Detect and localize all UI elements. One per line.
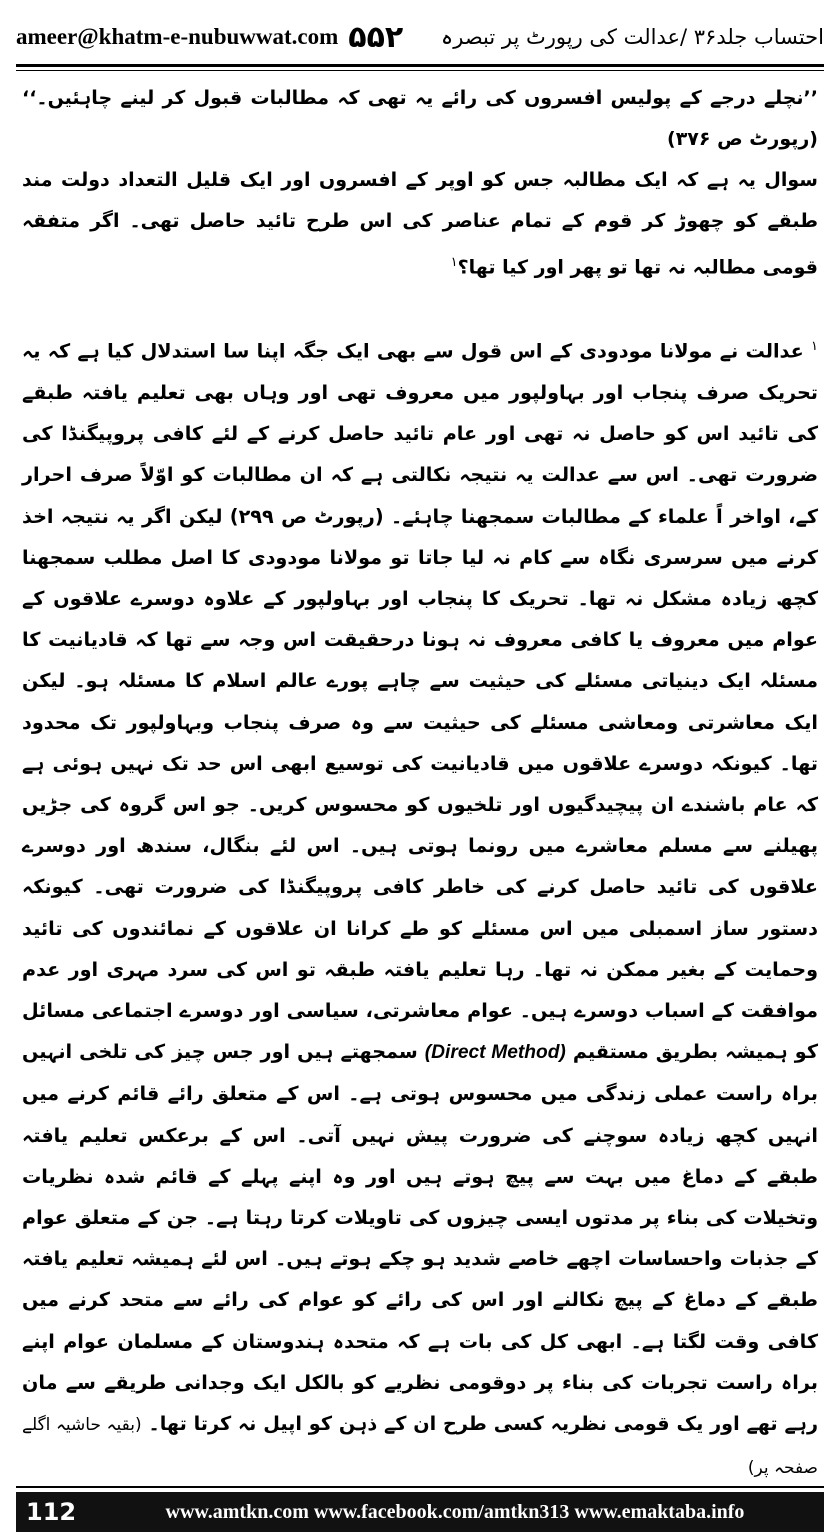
header-email[interactable]: ameer@khatm-e-nubuwwat.com [16,24,339,49]
page-header [16,14,824,60]
quote-footnote-mark: ۱ [450,255,458,270]
continuation-note: (بقیہ حاشیہ اگلے صفحہ پر) [22,1415,818,1479]
footnote-text-b: سمجھتے ہیں اور جس چیز کی تلخی انہیں براہ راست عملی زندگی میں محسوس ہوتی ہے۔ اس کے متعلق رائے قائم کرنے میں انہیں کچھ زیادہ سوچنے کی ضرورت پیش نہیں آتی۔ اس کے برعکس تعلیم یافتہ طبقے کے دماغ میں بہت سے پیچ ہوتے ہیں اور وہ اپنے پہلے کے قائم شدہ نظریات وتخیلات کی بناء پر مدتوں ایسی چیزوں کی تاویلات کرتا رہتا ہے۔ جن کے متعلق عوام کے جذبات واحساسات اچھے خاصے شدید ہو چکے ہوتے ہیں۔ اس لئے ہمیشہ تعلیم یافتہ طبقے کے دماغ کے پیچ نکالنے اور اس کی رائے کو عوام کی رائے سے متحد کرنے میں کافی وقت لگتا ہے۔ ابھی کل کی بات ہے کہ متحدہ ہندوستان کے مسلمان عوام اپنے براہ راست تجربات کی بناء پر دوقومی نظریے کو بالکل ایک وجدانی طریقے سے مان رہے تھے اور یک قومی نظریہ کسی طرح ان کے ذہن کو اپیل نہ کرتا تھا۔ [22,1040,818,1435]
footer-links[interactable]: www.amtkn.com www.facebook.com/amtkn313 www.emaktaba.info [165,1500,745,1523]
running-title: احتساب جلد۳۶ /عدالت کی رپورٹ پر تبصرہ [440,25,824,49]
footnote-paragraph [22,326,818,1489]
footnote-body [22,326,818,1489]
english-term: (Direct Method) [424,1042,566,1064]
header-left [16,20,403,55]
page-number: ۵۵۲ [348,19,404,55]
sheet-number: 112 [26,1498,77,1526]
quote-text: سوال یہ ہے کہ ایک مطالبہ جس کو اوپر کے افسروں اور ایک قلیل التعداد دولت مند طبقے کو چھوڑ کر قوم کے تمام عناصر کی اس طرح تائید حاصل تھی۔ اگر متفقہ قومی مطالبہ نہ تھا تو پھر اور کیا تھا؟ [22,169,818,279]
header-rule [16,64,824,67]
footnote-text-a: عدالت نے مولانا مودودی کے اس قول سے بھی ایک جگہ اپنا سا استدلال کیا ہے کہ یہ تحریک صرف پنجاب اور بہاولپور میں معروف تھی اور وہاں بھی تعلیم یافتہ طبقے کی تائید اس کو حاصل نہ تھی اور عام تائید حاصل کرنے کے لئے کافی پروپیگنڈا کی ضرورت تھی۔ اس سے عدالت یہ نتیجہ نکالتی ہے کہ ان مطالبات کو اوّلاً صرف احرار کے، اواخر اً علماء کے مطالبات سمجھنا چاہئے۔ (رپورٹ ص ۲۹۹) لیکن اگر یہ نتیجہ اخذ کرنے میں سرسری نگاہ سے کام نہ لیا جاتا تو مولانا مودودی کا اصل مطلب سمجھنا کچھ زیادہ مشکل نہ تھا۔ تحریک کا پنجاب اور بہاولپور کے علاوہ دوسرے علاقوں کے عوام میں معروف یا کافی معروف نہ ہونا درحقیقت اس وجہ سے تھا کہ قادیانیت کا مسئلہ ایک دینیاتی مسئلے کی حیثیت سے چاہے پورے عالم اسلام کا مسئلہ ہو۔ لیکن ایک معاشرتی ومعاشی مسئلے کی حیثیت سے وہ صرف پنجاب وبہاولپور تک محدود تھا۔ کیونکہ دوسرے علاقوں میں قادیانیت کی توسیع ابھی اس حد تک نہیں ہوئی ہے کہ عام باشندے ان پیچیدگیوں اور تلخیوں کو محسوس کریں۔ جو اس گروہ کی جڑیں پھیلنے سے مسلم معاشرے میں رونما ہوتی ہیں۔ اس لئے بنگال، سندھ اور دوسرے علاقوں کی تائید حاصل کرنے کی خاطر کافی پروپیگنڈا کی ضرورت تھی۔ کیونکہ دستور ساز اسمبلی میں اس مسئلے کو طے کرانا ان علاقوں کے نمائندوں کی تائید وحمایت کے بغیر ممکن نہ تھا۔ رہا تعلیم یافتہ طبقہ تو اس کی سرد مہری اور عدم موافقت کے اسباب دوسرے ہیں۔ عوام معاشرتی، سیاسی اور دوسرے اجتماعی مسائل کو ہمیشہ بطریق مستقیم [22,339,818,1064]
quote-line: ’’نچلے درجے کے پولیس افسروں کی رائے یہ تھی کہ مطالبات قبول کر لینے چاہئیں۔‘‘ (رپورٹ ص ۳۷۶) [22,87,818,150]
quote-block [22,78,818,288]
page-footer [16,1492,824,1532]
footer-rule [16,1486,824,1488]
footnote-marker: ۱ [811,339,819,355]
quote-paragraph [22,160,818,288]
page-content [22,78,818,1489]
header-rule-thin [16,70,824,71]
